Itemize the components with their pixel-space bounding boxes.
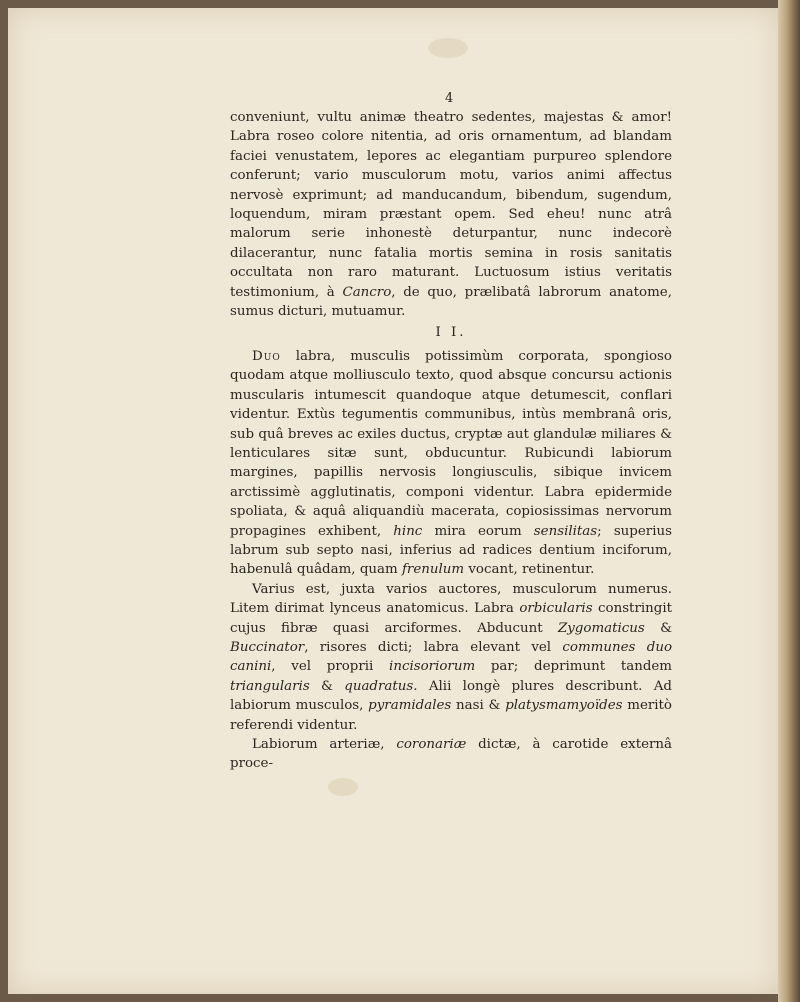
para4-text: dictæ, à carotide externâ proce- <box>230 737 673 772</box>
para2-italic: frenulum <box>401 562 465 578</box>
paragraph-3 <box>230 580 672 735</box>
para-top-italic: Cancro <box>342 284 392 300</box>
para3-italic: triangularis <box>230 678 310 694</box>
para3-italic: communes duo canini <box>230 639 673 675</box>
text-block <box>230 94 672 774</box>
para3-italic: quadratus. <box>344 678 418 694</box>
para2-smallcaps: Duo <box>252 348 281 364</box>
para3-italic: orbicularis <box>519 601 593 617</box>
para2-text: labra, musculis potissimùm corporata, spongioso quodam atque molliusculo texto, quod absque concursu actionis muscularis intumescit quandoque atque detumescit, conflari videntur. Extùs tegumentis communibus, intùs membranâ oris, sub quâ breves ac exiles ductus, cryptæ aut glandulæ miliares & lenticulares sitæ sunt, obducuntur. Rubicundi labiorum margines, papillis nervosis longiusculis, sibique invicem arctissimè agglutinatis, componi videntur. Labra epidermide spoliata, & aquâ aliquandiù macerata, copiosissimas nervorum propagines exhibent, <box>230 348 672 539</box>
para3-text: meritò referendi videntur. <box>230 698 672 733</box>
paragraph-2 <box>230 347 672 580</box>
para3-text: nasi & <box>451 698 506 714</box>
para3-text: & <box>644 620 672 636</box>
para2-italic: hinc <box>393 523 423 539</box>
paragraph-top <box>230 108 672 321</box>
para3-text: , risores dicti; labra elevant vel <box>304 639 563 655</box>
para3-italic: incisoriorum <box>389 659 476 675</box>
para3-text: Alii longè plures describunt. Ad labiorum musculos, <box>230 678 672 714</box>
para2-text: mira eorum <box>422 523 534 539</box>
para3-text: constringit cujus fibræ quasi arciformes. Abducunt <box>230 601 672 636</box>
para3-text: & <box>309 678 345 694</box>
page-number: 4 <box>445 91 454 106</box>
para2-text: ; superius labrum sub septo nasi, inferius ad radices dentium inciforum, habenulâ quâdam, quam <box>230 523 672 578</box>
para3-text: par; deprimunt tandem <box>475 659 673 675</box>
paper-stain <box>328 778 358 796</box>
para4-text: Labiorum arteriæ, <box>252 737 397 752</box>
para3-italic: pyramidales <box>368 698 452 714</box>
para2-italic: sensilitas <box>533 523 598 539</box>
para3-text: , vel proprii <box>271 659 390 675</box>
para3-text: Varius est, juxta varios auctores, musculorum numerus. Litem dirimat lynceus anatomicus. Labra <box>230 581 672 617</box>
para-top-text: conveniunt, vultu animæ theatro sedentes, majestas & amor! Labra roseo colore nitentia, ad oris ornamentum, ad blandam faciei venustatem, lepores ac elegantiam purpureo splendore conferunt; vario musculorum motu, varios animi affectus nervosè exprimunt; ad manducandum, bibendum, sugendum, loquendum, miram præstant opem. Sed eheu! nunc atrâ malorum serie inhonestè deturpantur, nunc indecorè dilacerantur, nunc fatalia mortis semina in rosis sanitatis occultata non raro maturant. Luctuosum istius veritatis testimonium, à <box>230 110 672 300</box>
page-edge-shadow <box>778 0 800 1002</box>
para2-text: vocant, retinentur. <box>464 562 595 578</box>
para3-italic: Buccinator <box>230 639 305 655</box>
para4-italic: coronariæ <box>396 737 467 752</box>
para-top-end: , de quo, prælibatâ labrorum anatome, sumus dicturi, mutuamur. <box>230 284 672 320</box>
paragraph-4 <box>230 735 672 774</box>
paper-stain <box>428 38 468 58</box>
section-heading: I I. <box>435 325 467 341</box>
para3-italic: Zygomaticus <box>557 620 645 636</box>
para3-italic: platysmamyoïdes <box>505 698 623 714</box>
